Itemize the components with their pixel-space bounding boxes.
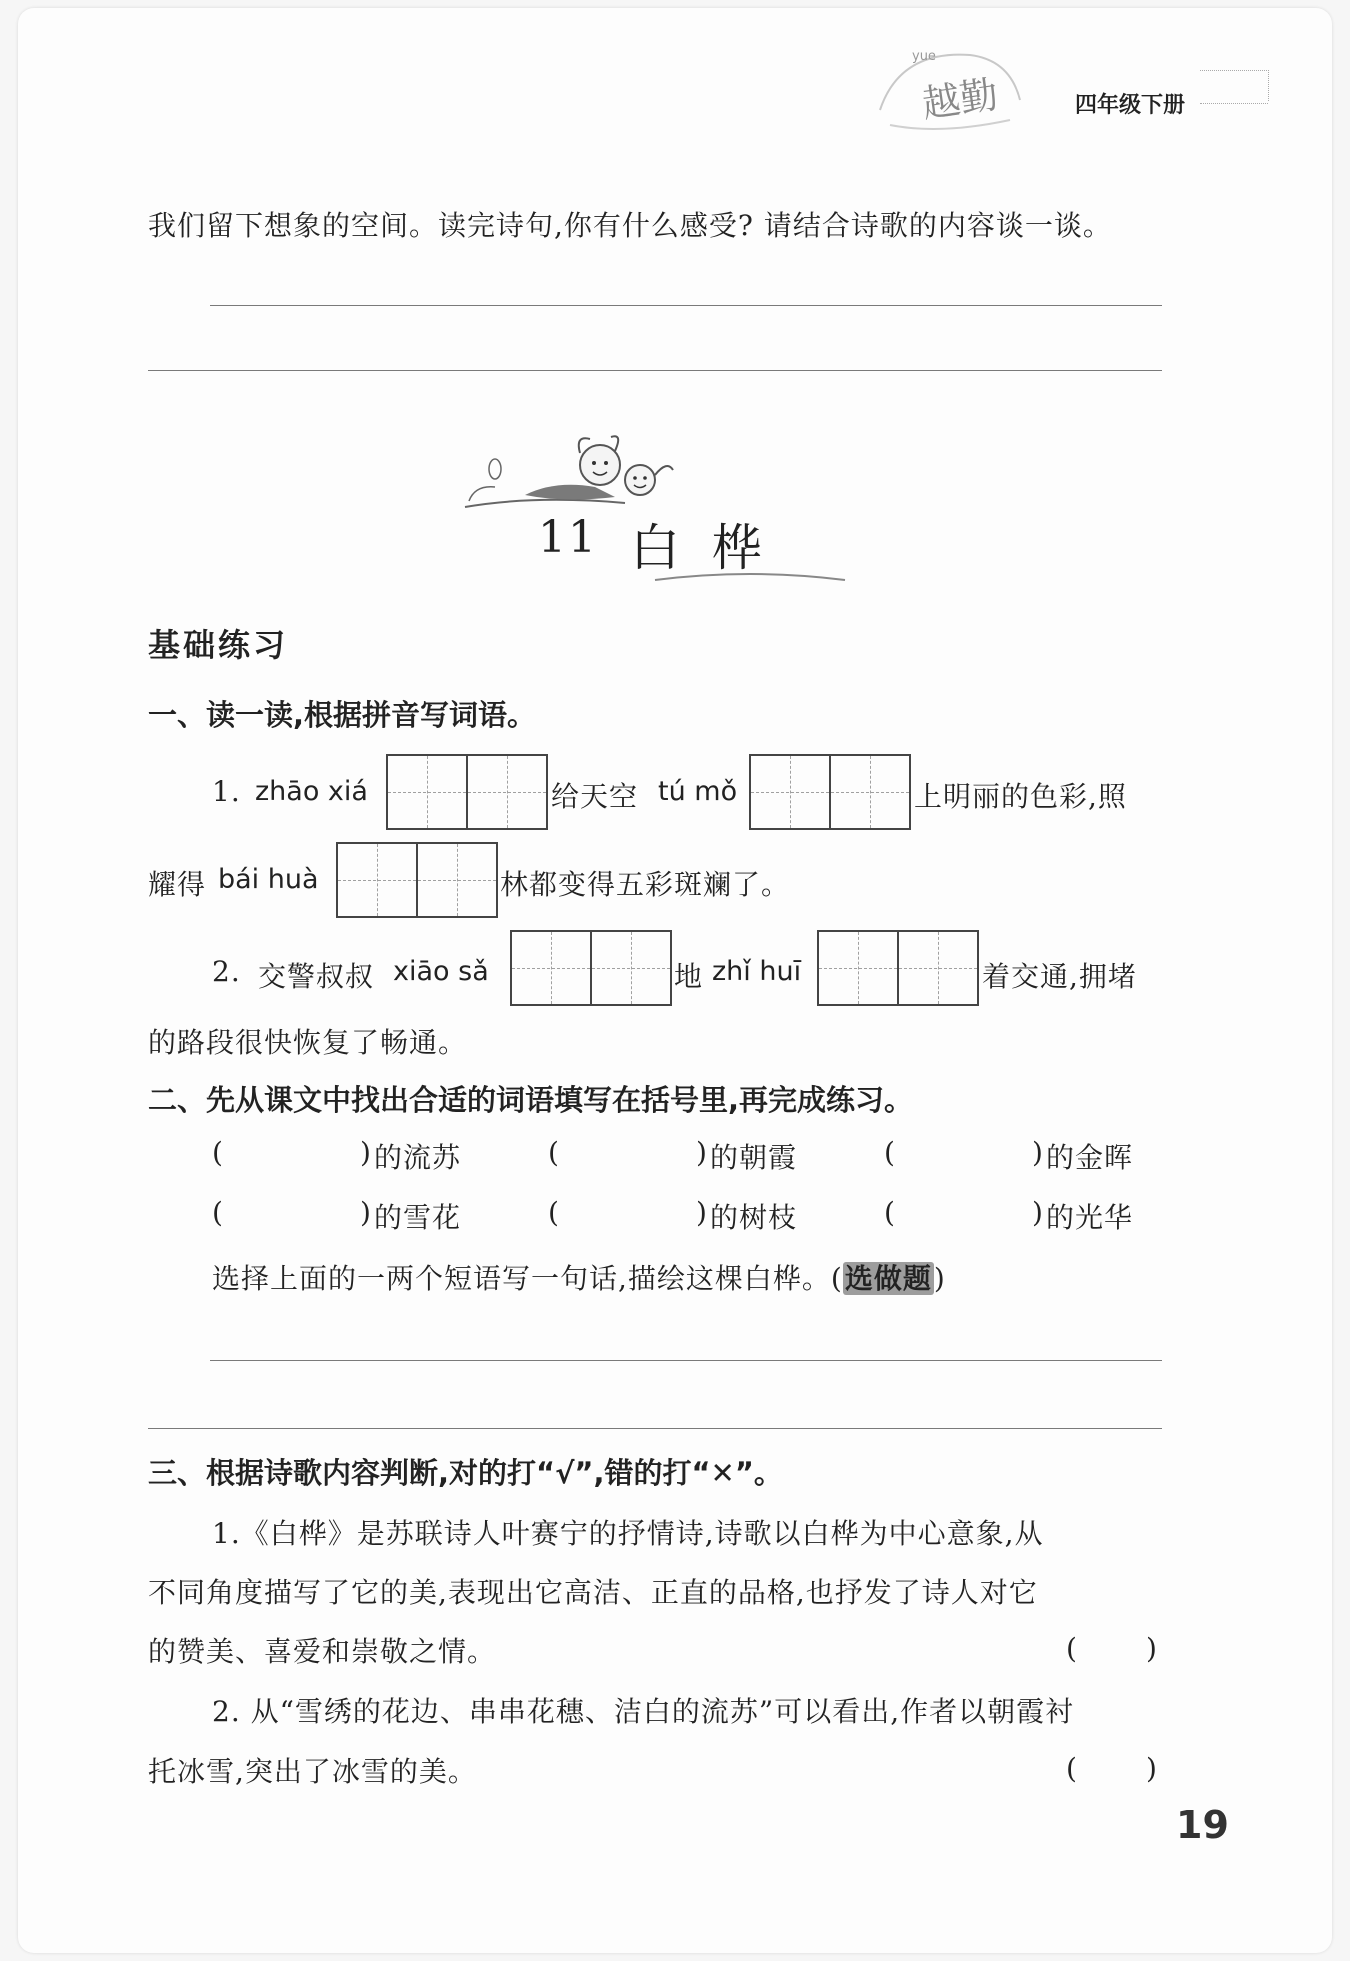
brand-stamp-logo <box>860 30 1040 140</box>
optional-badge: 选做题 <box>844 1262 932 1295</box>
stamp-pinyin: yue <box>912 49 936 64</box>
pinyin-xiaosa: xiāo sǎ <box>393 956 489 987</box>
intro-text: 我们留下想象的空间。读完诗句,你有什么感受? 请结合诗歌的内容谈一谈。 <box>148 209 1112 242</box>
q2-close-paren: ) <box>360 1196 371 1229</box>
q2-phrase: 的流苏 <box>374 1141 462 1174</box>
q1-text: 上明丽的色彩,照 <box>914 780 1127 813</box>
answer-grid-baihua[interactable] <box>336 842 498 918</box>
q2-open-paren[interactable]: ( <box>548 1196 559 1229</box>
q2-phrase: 的金晖 <box>1046 1141 1134 1174</box>
q2-open-paren[interactable]: ( <box>884 1196 895 1229</box>
answer-grid-tumo[interactable] <box>749 754 911 830</box>
q2-phrase: 的朝霞 <box>710 1141 798 1174</box>
q2-close-paren: ) <box>696 1136 707 1169</box>
lesson-number: 11 <box>538 512 598 563</box>
q2-open-paren[interactable]: ( <box>884 1136 895 1169</box>
q2-phrase: 的树枝 <box>710 1201 798 1234</box>
answer-paren-2-close: ) <box>1146 1752 1157 1785</box>
q2-close-paren: ) <box>696 1196 707 1229</box>
q1-title: 一、读一读,根据拼音写词语。 <box>148 698 537 732</box>
q2-title: 二、先从课文中找出合适的词语填写在括号里,再完成练习。 <box>148 1083 914 1117</box>
lesson-title: 白 桦 <box>630 519 762 577</box>
answer-line <box>210 305 1162 306</box>
q3-title: 三、根据诗歌内容判断,对的打“√”,错的打“✕”。 <box>148 1456 783 1490</box>
pinyin-zhaoxia: zhāo xiá <box>255 776 368 807</box>
q1-item1-number: 1. <box>212 775 241 808</box>
q2-open-paren[interactable]: ( <box>212 1136 223 1169</box>
q1-text: 交警叔叔 <box>258 960 375 993</box>
q2-close-paren: ) <box>1032 1136 1043 1169</box>
answer-paren-1[interactable]: ( <box>1066 1632 1077 1665</box>
answer-line <box>148 370 1162 371</box>
answer-paren-1-close: ) <box>1146 1632 1157 1665</box>
q3-statement-text: 托冰雪,突出了冰雪的美。 <box>148 1755 477 1788</box>
grade-label: 四年级下册 <box>1075 93 1186 118</box>
q2-close-paren: ) <box>360 1136 371 1169</box>
pinyin-tumo: tú mǒ <box>658 776 738 807</box>
q3-statement-text: 2. 从“雪绣的花边、串串花穗、洁白的流苏”可以看出,作者以朝霞衬 <box>212 1695 1075 1728</box>
answer-grid-zhaoxia[interactable] <box>386 754 548 830</box>
answer-line <box>148 1428 1162 1429</box>
q1-text: 耀得 <box>148 868 207 901</box>
q2-close-paren: ) <box>1032 1196 1043 1229</box>
q2-prompt: 选择上面的一两个短语写一句话,描绘这棵白桦。(选做题) <box>212 1262 946 1295</box>
q1-item2-number: 2. <box>212 955 241 988</box>
pinyin-baihua: bái huà <box>218 864 319 895</box>
q1-text: 地 <box>674 960 704 993</box>
q1-text: 的路段很快恢复了畅通。 <box>148 1026 468 1059</box>
q3-statement-text: 不同角度描写了它的美,表现出它高洁、正直的品格,也抒发了诗人对它 <box>148 1576 1038 1609</box>
header-tab-outline <box>1200 70 1269 101</box>
q2-phrase: 的光华 <box>1046 1201 1134 1234</box>
q1-text: 林都变得五彩斑斓了。 <box>500 868 791 901</box>
header-underline <box>1200 103 1268 104</box>
answer-grid-zhihui[interactable] <box>817 930 979 1006</box>
answer-paren-2[interactable]: ( <box>1066 1752 1077 1785</box>
section-title: 基础练习 <box>148 626 289 664</box>
q1-text: 着交通,拥堵 <box>982 960 1137 993</box>
q3-statement-text: 1.《白桦》是苏联诗人叶赛宁的抒情诗,诗歌以白桦为中心意象,从 <box>212 1517 1044 1550</box>
title-swash <box>650 570 850 590</box>
q1-text: 给天空 <box>551 780 639 813</box>
answer-line <box>210 1360 1162 1361</box>
page-number: 19 <box>1176 1803 1229 1847</box>
q2-open-paren[interactable]: ( <box>212 1196 223 1229</box>
pinyin-zhihui: zhǐ huī <box>712 956 802 987</box>
q2-phrase: 的雪花 <box>374 1201 462 1234</box>
q2-open-paren[interactable]: ( <box>548 1136 559 1169</box>
q3-statement-text: 的赞美、喜爱和崇敬之情。 <box>148 1635 497 1668</box>
answer-grid-xiaosa[interactable] <box>510 930 672 1006</box>
stamp-han: 越勤 <box>919 72 1001 127</box>
